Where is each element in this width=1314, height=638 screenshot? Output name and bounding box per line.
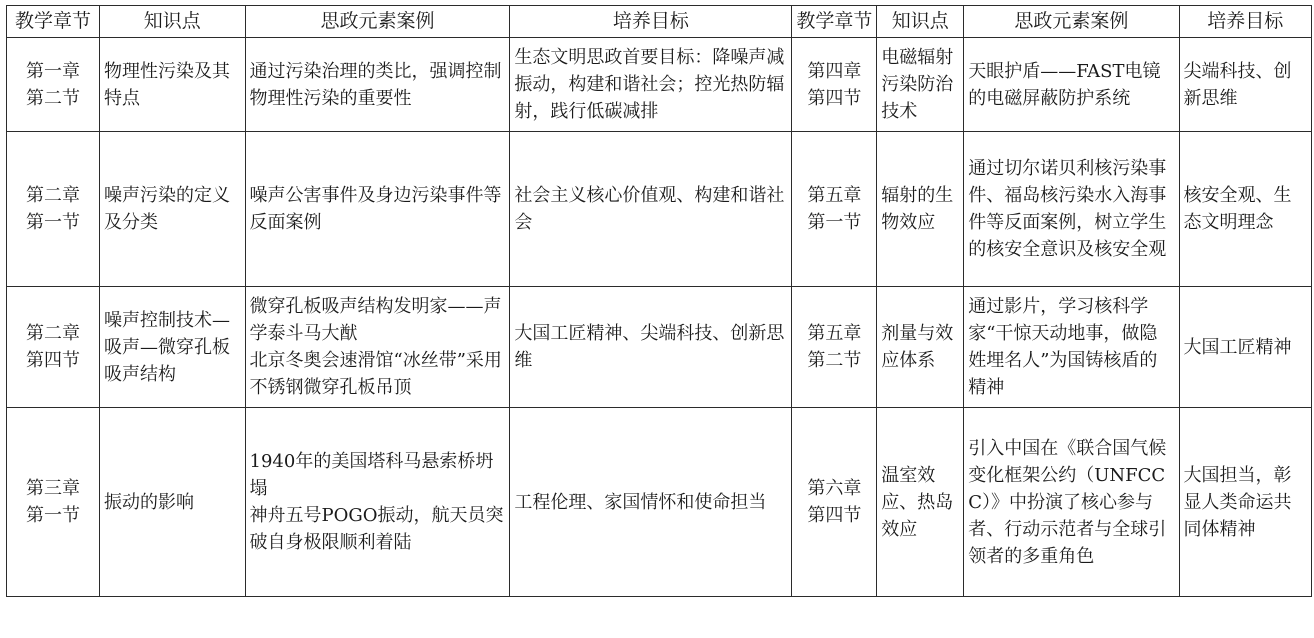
chapter-cell: 第三章 第一节 bbox=[7, 408, 100, 597]
chapter-cell: 第一章 第二节 bbox=[7, 38, 100, 132]
knowledge-cell: 振动的影响 bbox=[99, 408, 245, 597]
goal-cell: 尖端科技、创新思维 bbox=[1179, 38, 1312, 132]
knowledge-cell: 噪声污染的定义及分类 bbox=[99, 132, 245, 287]
knowledge-cell: 电磁辐射污染防治技术 bbox=[877, 38, 964, 132]
chapter-cell: 第二章 第四节 bbox=[7, 287, 100, 408]
knowledge-cell: 物理性污染及其特点 bbox=[99, 38, 245, 132]
goal-cell: 大国工匠精神、尖端科技、创新思维 bbox=[510, 287, 792, 408]
goal-cell: 大国工匠精神 bbox=[1179, 287, 1312, 408]
header-case-left: 思政元素案例 bbox=[245, 6, 510, 38]
header-chapter-left: 教学章节 bbox=[7, 6, 100, 38]
table-row bbox=[7, 287, 1312, 408]
case-cell: 1940年的美国塔科马悬索桥坍塌 神舟五号POGO振动，航天员突破自身极限顺利着陆 bbox=[245, 408, 510, 597]
goal-cell: 生态文明思政首要目标：降噪声减振动，构建和谐社会；控光热防辐射，践行低碳减排 bbox=[510, 38, 792, 132]
case-cell: 微穿孔板吸声结构发明家——声学泰斗马大猷 北京冬奥会速滑馆“冰丝带”采用不锈钢微穿孔板吊顶 bbox=[245, 287, 510, 408]
table-row bbox=[7, 38, 1312, 132]
header-goal-left: 培养目标 bbox=[510, 6, 792, 38]
table-row bbox=[7, 132, 1312, 287]
header-knowledge-right: 知识点 bbox=[877, 6, 964, 38]
goal-cell: 大国担当，彰显人类命运共同体精神 bbox=[1179, 408, 1312, 597]
page bbox=[0, 5, 1314, 638]
case-cell: 通过切尔诺贝利核污染事件、福岛核污染水入海事件等反面案例，树立学生的核安全意识及核安全观 bbox=[964, 132, 1179, 287]
header-knowledge-left: 知识点 bbox=[99, 6, 245, 38]
case-cell: 天眼护盾——FAST电镜的电磁屏蔽防护系统 bbox=[964, 38, 1179, 132]
goal-cell: 工程伦理、家国情怀和使命担当 bbox=[510, 408, 792, 597]
chapter-cell: 第五章 第二节 bbox=[792, 287, 877, 408]
header-row bbox=[7, 6, 1312, 38]
header-goal-right: 培养目标 bbox=[1179, 6, 1312, 38]
chapter-cell: 第六章 第四节 bbox=[792, 408, 877, 597]
case-cell: 通过影片，学习核科学家“干惊天动地事，做隐姓埋名人”为国铸核盾的精神 bbox=[964, 287, 1179, 408]
chapter-cell: 第五章 第一节 bbox=[792, 132, 877, 287]
knowledge-cell: 温室效应、热岛效应 bbox=[877, 408, 964, 597]
case-cell: 噪声公害事件及身边污染事件等反面案例 bbox=[245, 132, 510, 287]
goal-cell: 核安全观、生态文明理念 bbox=[1179, 132, 1312, 287]
knowledge-cell: 辐射的生物效应 bbox=[877, 132, 964, 287]
case-cell: 引入中国在《联合国气候变化框架公约（UNFCCC）》中扮演了核心参与者、行动示范者与全球引领者的多重角色 bbox=[964, 408, 1179, 597]
table-row bbox=[7, 408, 1312, 597]
curriculum-table bbox=[6, 5, 1312, 597]
case-cell: 通过污染治理的类比，强调控制物理性污染的重要性 bbox=[245, 38, 510, 132]
chapter-cell: 第四章 第四节 bbox=[792, 38, 877, 132]
knowledge-cell: 剂量与效应体系 bbox=[877, 287, 964, 408]
chapter-cell: 第二章 第一节 bbox=[7, 132, 100, 287]
header-case-right: 思政元素案例 bbox=[964, 6, 1179, 38]
header-chapter-right: 教学章节 bbox=[792, 6, 877, 38]
goal-cell: 社会主义核心价值观、构建和谐社会 bbox=[510, 132, 792, 287]
knowledge-cell: 噪声控制技术—吸声—微穿孔板吸声结构 bbox=[99, 287, 245, 408]
